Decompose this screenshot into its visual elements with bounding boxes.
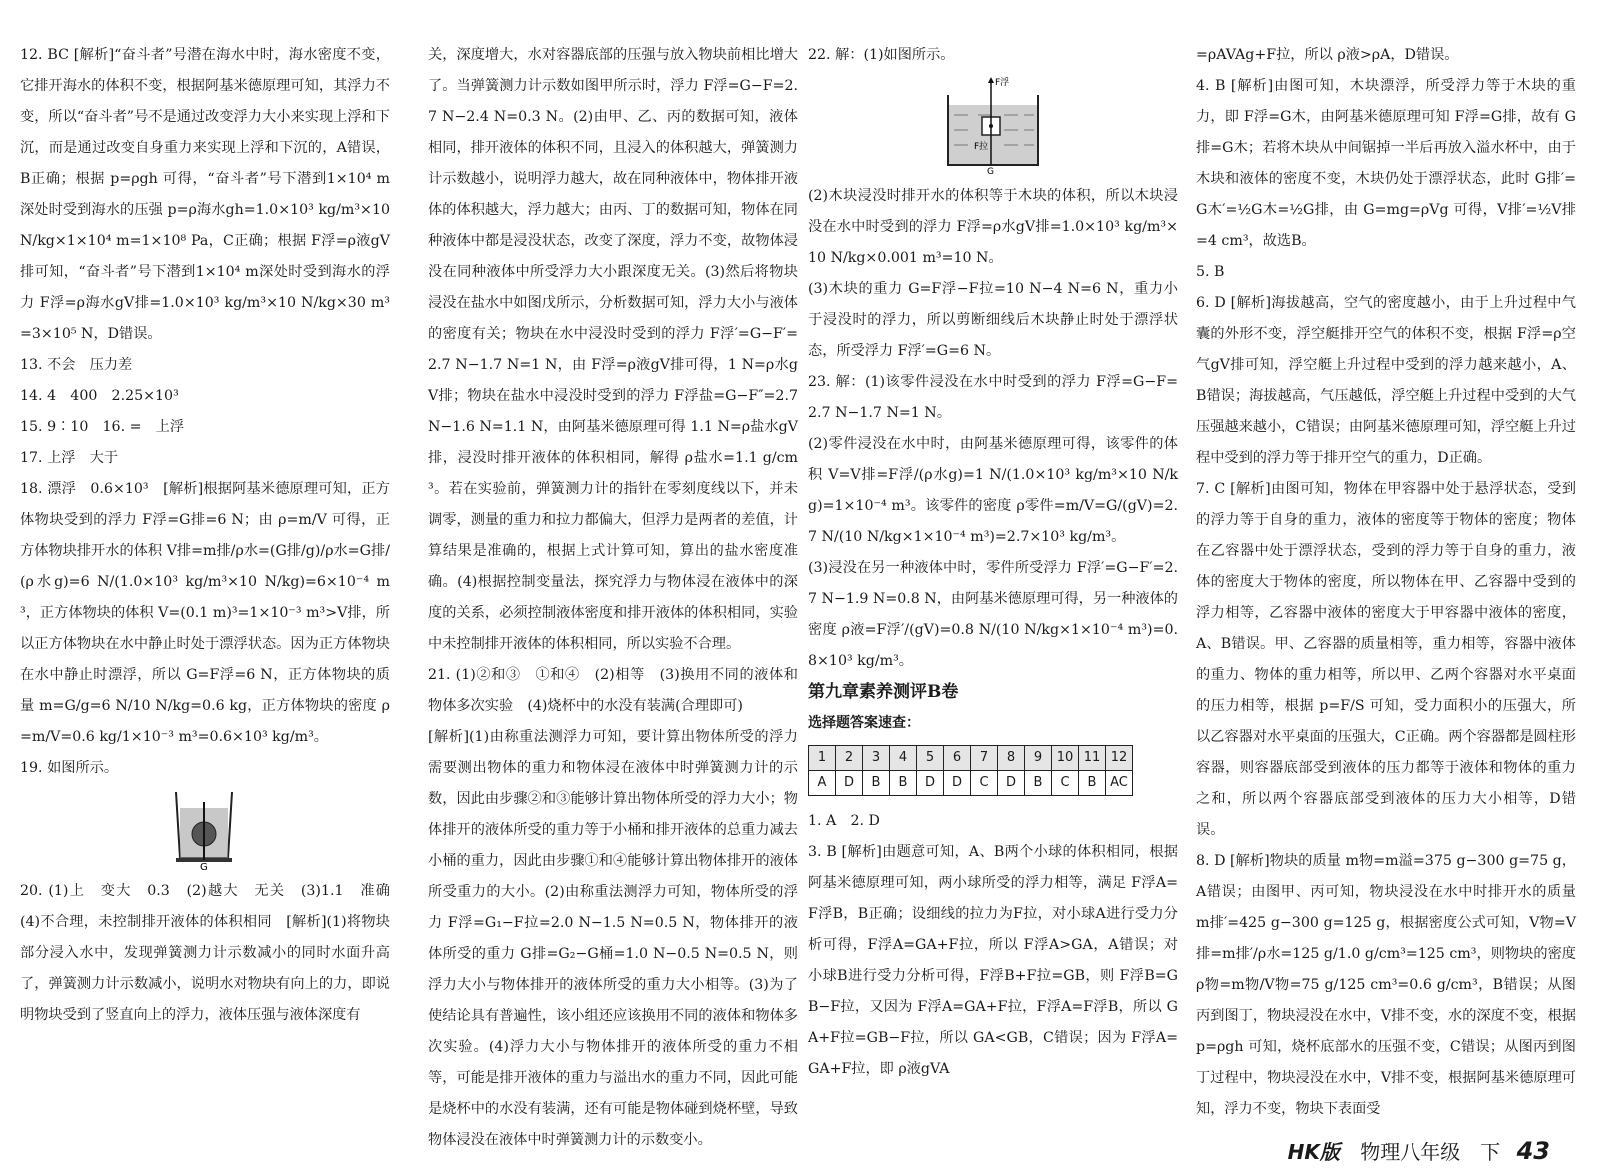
answer-6: 6. D [解析]海拔越高，空气的密度越小，由于上升过程中气囊的外形不变，浮空艇排开空气的体积不变，根据 F浮=ρ空气gV排可知，浮空艇上升过程中受到的浮力越来越小，A、B错误；海拔越高，气压越低，浮空艇上升过程中受到的大气压强越来越小，C错误；由阿基米德原理可知，浮空艇上升过程中受到的浮力等于排开空气的重力，D正确。: [1196, 295, 1576, 466]
q-number: 10: [1052, 746, 1079, 771]
answer-19: 19. 如图所示。: [20, 760, 119, 776]
q-number: 9: [1025, 746, 1052, 771]
answer-3-continued: =ρAVAg+F拉，所以 ρ液>ρA，D错误。: [1196, 47, 1459, 63]
q-number: 11: [1079, 746, 1106, 771]
section-title: 第九章素养测评B卷: [808, 682, 959, 702]
q-answer: D: [944, 771, 971, 796]
q-number: 12: [1106, 746, 1133, 771]
q-number: 2: [836, 746, 863, 771]
q-answer: B: [863, 771, 890, 796]
answer-4: 4. B [解析]由图可知，木块漂浮，所受浮力等于木块的重力，即 F浮=G木，由阿基米德原理可知 F浮=G排，故有 G排=G木；若将木块从中间锯掉一半后再放入溢水杯中，由于木块和液体的密度不变，木块仍处于漂浮状态，此时 G排′=G木′=½G木=½G排，由 G=mg=ρVg 可得，V排′=½V排=4 cm³，故选B。: [1196, 78, 1576, 249]
q-number: 7: [971, 746, 998, 771]
q-number: 3: [863, 746, 890, 771]
force-label-g: G: [200, 862, 208, 870]
answer-table-answers: [809, 771, 1133, 796]
answer-13: 13. 不会 压力差: [20, 357, 133, 373]
q-answer: A: [809, 771, 836, 796]
subject-label: 物理八年级 下: [1360, 1140, 1501, 1164]
q-answer: B: [1025, 771, 1052, 796]
answer-22-part2: (2)木块浸没时排开水的体积等于木块的体积，所以木块浸没在水中时受到的浮力 F浮=ρ水gV排=1.0×10³ kg/m³×10 N/kg×0.001 m³=10 N。: [808, 188, 1178, 266]
answer-20: 20. (1)上 变大 0.3 (2)越大 无关 (3)1.1 准确 (4)不合理，未控制排开液体的体积相同 [解析](1)将物块部分浸入水中，发现弹簧测力计示数减小的同时水面升高了，弹簧测力计示数减小，说明水对物块有向上的力，即说明物块受到了竖直向上的浮力，液体压强与液体深度有: [20, 883, 405, 1023]
answer-22-part3: (3)木块的重力 G=F浮−F拉=10 N−4 N=6 N，重力小于浸没时的浮力，所以剪断细线后木块静止时处于漂浮状态，所受浮力 F浮′=G=6 N。: [808, 281, 1178, 359]
answer-21-analysis: [解析](1)由称重法测浮力可知，要计算出物体所受的浮力需要测出物体的重力和物体浸在液体中时弹簧测力计的示数，因此由步骤②和③能够计算出物体所受的浮力大小；物体排开的液体所受的重力等于小桶和排开液体的总重力减去小桶的重力，因此由步骤①和④能够计算出物体排开的液体所受重力的大小。(2)由称重法测浮力可知，物体所受的浮力 F浮=G₁−F拉=2.0 N−1.5 N=0.5 N，物体排开的液体所受的重力 G排=G₂−G桶=1.0 N−0.5 N=0.5 N，则浮力大小与物体排开的液体所受的重力大小相等。(3)为了使结论具有普遍性，该小组还应该换用不同的液体和物体多次实验。(4)浮力大小与物体排开的液体所受的重力不相等，可能是排开液体的重力与溢出水的重力不同，因此可能是烧杯中的水没有装满，还有可能是物体碰到烧杯壁，导致物体浸没在液体中时弹簧测力计的示数变小。: [428, 729, 798, 1148]
answer-23-part3: (3)浸没在另一种液体中时，零件所受浮力 F浮′=G−F′=2.7 N−1.9 N=0.8 N，由阿基米德原理可得，另一种液体的密度 ρ液=F浮′/(gV)=0.8 N/(10 N/kg×1×10⁻⁴ m³)=0.8×10³ kg/m³。: [808, 560, 1178, 669]
q-answer: B: [890, 771, 917, 796]
q-answer: AC: [1106, 771, 1133, 796]
column-2: [428, 40, 798, 1156]
answer-table-numbers: [809, 746, 1133, 771]
container-figure: [938, 75, 1048, 175]
force-label-buoyancy: F浮: [995, 78, 1010, 88]
q-number: 1: [809, 746, 836, 771]
page-number: 43: [1516, 1137, 1550, 1165]
column-4: [1196, 40, 1576, 1125]
figure-22-container: [808, 75, 1178, 175]
q-number: 6: [944, 746, 971, 771]
q-answer: B: [1079, 771, 1106, 796]
answer-21: 21. (1)②和③ ①和④ (2)相等 (3)换用不同的液体和物体多次实验 (4)烧杯中的水没有装满(合理即可): [428, 667, 798, 714]
q-answer: C: [971, 771, 998, 796]
answer-1-2: 1. A 2. D: [808, 813, 880, 829]
answer-20-continued: 关，深度增大，水对容器底部的压强与放入物块前相比增大了。当弹簧测力计示数如图甲所示时，浮力 F浮=G−F=2.7 N−2.4 N=0.3 N。(2)由甲、乙、丙的数据可知，液体相同，排开液体的体积不同，且浸入的体积越大，弹簧测力计示数越小，说明浮力越大，故在同种液体中，物体排开液体的体积越大，浮力越大；由丙、丁的数据可知，物体在同种液体中都是浸没状态，改变了深度，浮力不变，故物体浸没在同种液体中所受浮力大小跟深度无关。(3)然后将物块浸没在盐水中如图戊所示，分析数据可知，浮力大小与液体的密度有关；物块在水中浸没时受到的浮力 F浮′=G−F′=2.7 N−1.7 N=1 N，由 F浮=ρ液gV排可得，1 N=ρ水gV排；物块在盐水中浸没时受到的浮力 F浮盐=G−F″=2.7 N−1.6 N=1.1 N，由阿基米德原理可得 1.1 N=ρ盐水gV排，浸没时排开液体的体积相同，解得 ρ盐水=1.1 g/cm³。若在实验前，弹簧测力计的指针在零刻度线以下，并未调零，测量的重力和拉力都偏大，但浮力是两者的差值，计算结果是准确的，根据上式计算可知，算出的盐水密度准确。(4)根据控制变量法，探究浮力与物体浸在液体中的深度的关系，必须控制液体密度和排开液体的体积相同，实验中未控制排开液体的体积相同，所以实验不合理。: [428, 47, 798, 652]
force-label-tension: F拉: [974, 142, 989, 152]
q-answer: C: [1052, 771, 1079, 796]
answer-quick-label: 选择题答案速查：: [808, 715, 920, 731]
q-number: 4: [890, 746, 917, 771]
force-label-gravity: G: [987, 167, 994, 175]
answer-table: [808, 745, 1133, 796]
beaker-figure: [170, 788, 240, 870]
page-footer: [1288, 1136, 1550, 1165]
q-number: 5: [917, 746, 944, 771]
answer-15-16: 15. 9∶10 16. = 上浮: [20, 419, 185, 435]
answer-17: 17. 上浮 大于: [20, 450, 119, 466]
column-3: [808, 40, 1178, 1085]
answer-18: 18. 漂浮 0.6×10³ [解析]根据阿基米德原理可知，正方体物块受到的浮力 F浮=G排=6 N；由 ρ=m/V 可得，正方体物块排开水的体积 V排=m排/ρ水=(G排/g)/ρ水=G排/(ρ水g)=6 N/(1.0×10³ kg/m³×10 N/kg)=6×10⁻⁴ m³，正方体物块的体积 V=(0.1 m)³=1×10⁻³ m³>V排，所以正方体物块在水中静止时处于漂浮状态。因为正方体物块在水中静止时漂浮，所以 G=F浮=6 N，正方体物块的质量 m=G/g=6 N/10 N/kg=0.6 kg，正方体物块的密度 ρ=m/V=0.6 kg/1×10⁻³ m³=0.6×10³ kg/m³。: [20, 481, 390, 745]
answer-7: 7. C [解析]由图可知，物体在甲容器中处于悬浮状态，受到的浮力等于自身的重力，液体的密度等于物体的密度；物体在乙容器中处于漂浮状态，受到的浮力等于自身的重力，液体的密度大于物体的密度，所以物体在甲、乙容器中受到的浮力相等，乙容器中液体的密度大于甲容器中液体的密度，A、B错误。甲、乙容器的质量相等，重力相等，容器中液体的重力、物体的重力相等，所以甲、乙两个容器对水平桌面的压力相等，根据 p=F/S 可知，受力面积小的压强大，所以乙容器对水平桌面的压强大，C正确。两个容器都是圆柱形容器，则容器底部受到液体的压力都等于液体和物体的重力之和，所以两个容器底部受到液体的压力大小相等，D错误。: [1196, 481, 1576, 838]
q-answer: D: [836, 771, 863, 796]
answer-23: 23. 解：(1)该零件浸没在水中时受到的浮力 F浮=G−F=2.7 N−1.7 N=1 N。: [808, 374, 1178, 421]
q-answer: D: [917, 771, 944, 796]
q-number: 8: [998, 746, 1025, 771]
answer-14: 14. 4 400 2.25×10³: [20, 388, 179, 404]
answer-8: 8. D [解析]物块的质量 m物=m溢=375 g−300 g=75 g，A错误；由图甲、丙可知，物块浸没在水中时排开水的质量 m排′=425 g−300 g=125 g，根据密度公式可知，V物=V排=m排′/ρ水=125 g/1.0 g/cm³=125 cm³，则物块的密度 ρ物=m物/V物=75 g/125 cm³=0.6 g/cm³，B错误；从图丙到图丁，物块浸没在水中，V排不变，水的深度不变，根据 p=ρgh 可知，烧杯底部水的压强不变，C错误；从图丙到图丁过程中，物块浸没在水中，V排不变，根据阿基米德原理可知，浮力不变，物块下表面受: [1196, 853, 1576, 1117]
column-1: [20, 40, 405, 1031]
answer-22: 22. 解：(1)如图所示。: [808, 47, 955, 63]
edition-label: HK版: [1287, 1140, 1340, 1164]
answer-3: 3. B [解析]由题意可知，A、B两个小球的体积相同，根据阿基米德原理可知，两小球所受的浮力相等，满足 F浮A=F浮B，B正确；设细线的拉力为F拉，对小球A进行受力分析可得，F浮A=GA+F拉，所以 F浮A>GA，A错误；对小球B进行受力分析可得，F浮B+F拉=GB，则 F浮B=GB−F拉，又因为 F浮A=GA+F拉，F浮A=F浮B，所以 GA+F拉=GB−F拉，所以 GA<GB，C错误；因为 F浮A=GA+F拉，即 ρ液gVA: [808, 844, 1178, 1077]
q-answer: D: [998, 771, 1025, 796]
answer-5: 5. B: [1196, 264, 1225, 280]
figure-19-beaker: [20, 788, 390, 870]
answer-23-part2: (2)零件浸没在水中时，由阿基米德原理可得，该零件的体积 V=V排=F浮/(ρ水g)=1 N/(1.0×10³ kg/m³×10 N/kg)=1×10⁻⁴ m³。该零件的密度 ρ零件=m/V=G/(gV)=2.7 N/(10 N/kg×1×10⁻⁴ m³)=2.7×10³ kg/m³。: [808, 436, 1178, 545]
answer-12: 12. BC [解析]“奋斗者”号潜在海水中时，海水密度不变，它排开海水的体积不变，根据阿基米德原理可知，其浮力不变，所以“奋斗者”号不是通过改变浮力大小来实现上浮和下沉，而是通过改变自身重力来实现上浮和下沉的，A错误，B正确；根据 p=ρgh 可得，“奋斗者”号下潜到1×10⁴ m深处时受到海水的压强 p=ρ海水gh=1.0×10³ kg/m³×10 N/kg×1×10⁴ m=1×10⁸ Pa，C正确；根据 F浮=ρ液gV排可知，“奋斗者”号下潜到1×10⁴ m深处时受到海水的浮力 F浮=ρ海水gV排=1.0×10³ kg/m³×10 N/kg×30 m³=3×10⁵ N，D错误。: [20, 47, 390, 342]
